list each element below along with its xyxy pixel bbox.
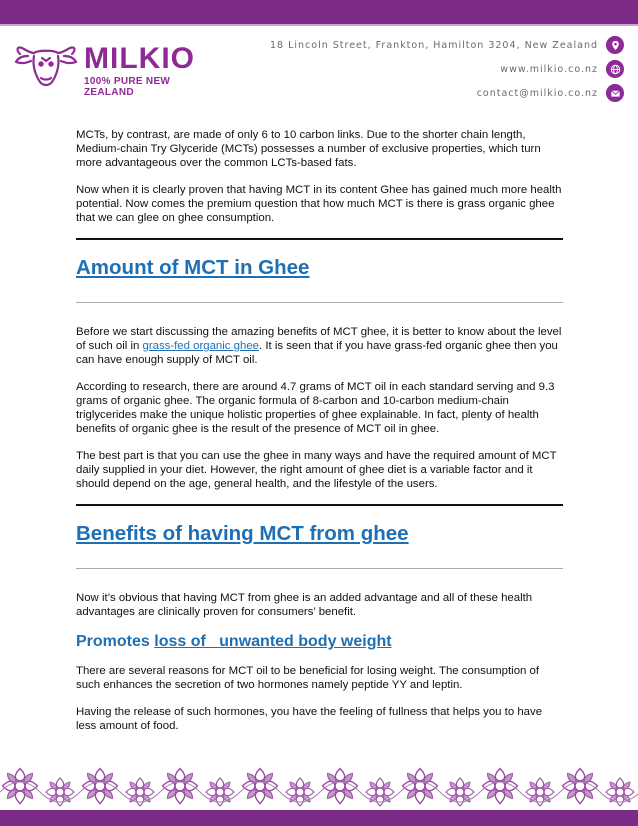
decorative-footer xyxy=(0,752,638,826)
milkio-logo[interactable] xyxy=(14,42,214,98)
paragraph xyxy=(76,325,563,367)
paragraph: MCTs, by contrast, are made of only 6 to 10 carbon links. Due to the shorter chain length, Medium-chain Try Glyceride (MCTs) possesses a number of exclusive properties, which turn more advantageous over the common LCTs-based fats. xyxy=(76,129,541,169)
floral-pattern-decoration xyxy=(0,752,638,812)
section-divider xyxy=(76,238,563,240)
section-divider xyxy=(76,504,563,506)
paragraph: The best part is that you can use the ghee in many ways and have the required amount of MCT daily supplied in your diet. However, the right amount of ghee diet is a variable factor and it should depend on the age, general health, and the lifestyle of the users. xyxy=(76,450,557,490)
paragraph: Having the release of such hormones, you have the feeling of fullness that helps you to have less amount of food. xyxy=(76,706,543,732)
address-text: 18 Lincoln Street, Frankton, Hamilton 3204, New Zealand xyxy=(269,39,598,51)
footer-bar xyxy=(0,810,638,826)
paragraph: According to research, there are around 4.7 grams of MCT oil in each standard serving and 9.3 grams of organic ghee. The organic formula of 8-carbon and 10-carbon medium-chain triglycerides make the unique holistic properties of ghee explainable. In fact, plenty of health benefits of organic ghee is the result of the presence of MCT oil in ghee. xyxy=(76,381,555,435)
brand-name: MILKIO xyxy=(84,42,195,75)
contact-info xyxy=(270,34,624,106)
cow-head-icon xyxy=(14,44,78,88)
location-pin-icon xyxy=(606,36,624,54)
globe-icon xyxy=(606,60,624,78)
grass-fed-ghee-link[interactable]: grass-fed organic ghee xyxy=(142,340,259,352)
section-heading-benefits: Benefits of having MCT from ghee xyxy=(76,522,409,545)
section-heading-amount: Amount of MCT in Ghee xyxy=(76,256,310,279)
header-divider xyxy=(0,24,638,26)
website-link[interactable]: www.milkio.co.nz xyxy=(500,63,598,75)
paragraph: There are several reasons for MCT oil to be beneficial for losing weight. The consumption of such enhances the secretion of two hormones namely peptide YY and leptin. xyxy=(76,665,540,691)
paragraph: Now when it is clearly proven that having MCT in its content Ghee has gained much more health potential. Now comes the premium question that how much MCT is there is grass organic ghee that we can glee on ghee consumption. xyxy=(76,184,562,224)
mail-icon xyxy=(606,84,624,102)
heading-underline-rule xyxy=(76,568,563,569)
heading-underline-rule xyxy=(76,302,563,303)
subheading-prefix: Promotes xyxy=(76,633,155,650)
article-body xyxy=(76,128,563,746)
contact-website-row[interactable] xyxy=(270,58,624,80)
paragraph-text: Before we start discussing the amazing benefits of MCT ghee, it is better to know about the level of such oil in xyxy=(76,326,562,352)
header-top-bar xyxy=(0,0,638,24)
paragraph-text: . It is seen that if you have grass-fed organic ghee then you can have enough supply of MCT oil. xyxy=(76,340,558,366)
subheading-weight-loss xyxy=(76,632,563,652)
contact-email-row[interactable] xyxy=(270,82,624,104)
brand-tagline: 100% PURE NEW ZEALAND xyxy=(84,76,171,98)
weight-loss-link[interactable]: loss of unwanted body weight xyxy=(154,633,392,650)
email-link[interactable]: contact@milkio.co.nz xyxy=(476,87,598,99)
paragraph: Now it’s obvious that having MCT from ghee is an added advantage and all of these health advantages are clinically proven for consumers’ benefit. xyxy=(76,592,533,618)
contact-address-row xyxy=(270,34,624,56)
